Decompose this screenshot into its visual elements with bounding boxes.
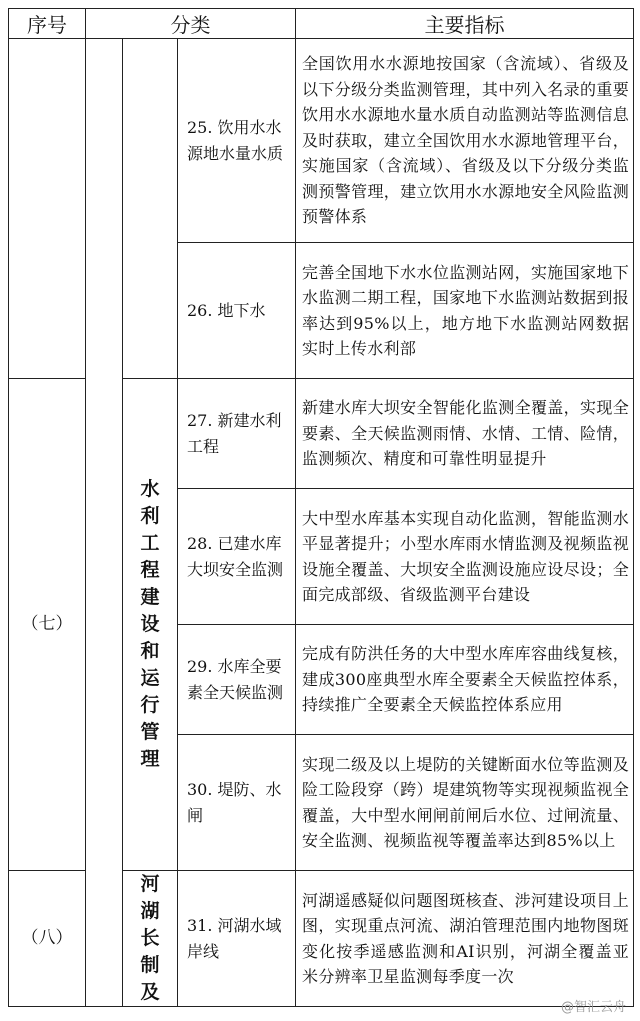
group-seq xyxy=(9,39,86,379)
item-name: 28. 已建水库大坝安全监测 xyxy=(178,489,296,625)
item-name: 30. 堤防、水闸 xyxy=(178,735,296,871)
header-indicator: 主要指标 xyxy=(296,9,634,39)
outer-category-cell xyxy=(86,39,123,1007)
table-row xyxy=(9,39,634,243)
group-seq: （八） xyxy=(9,871,86,1007)
item-name: 26. 地下水 xyxy=(178,243,296,379)
indicator-text: 新建水库大坝安全智能化监测全覆盖，实现全要素、全天候监测雨情、水情、工情、险情，监测频次、精度和可靠性明显提升 xyxy=(296,379,634,489)
indicator-text: 大中型水库基本实现自动化监测，智能监测水平显著提升；小型水库雨水情监测及视频监视设施全覆盖、大坝安全监测设施应设尽设；全面完成部级、省级监测平台建设 xyxy=(296,489,634,625)
header-category: 分类 xyxy=(86,9,296,39)
group-seq: （七） xyxy=(9,379,86,871)
header-seq: 序号 xyxy=(9,9,86,39)
indicator-table xyxy=(8,8,634,1007)
item-name: 31. 河湖水域岸线 xyxy=(178,871,296,1007)
indicator-text: 完善全国地下水水位监测站网，实施国家地下水监测二期工程，国家地下水监测站数据到报率达到95%以上，地方地下水监测站网数据实时上传水利部 xyxy=(296,243,634,379)
watermark: @智汇云舟 xyxy=(560,1000,626,1015)
group-name: 河 湖 长 制 及 xyxy=(123,871,178,1007)
item-name: 27. 新建水利工程 xyxy=(178,379,296,489)
item-name: 29. 水库全要素全天候监测 xyxy=(178,625,296,735)
group-name: 水 利 工 程 建 设 和 运 行 管 理 xyxy=(123,379,178,871)
item-name: 25. 饮用水水源地水量水质 xyxy=(178,39,296,243)
indicator-text: 全国饮用水水源地按国家（含流域）、省级及以下分级分类监测管理，其中列入名录的重要饮用水水源地水量水质自动监测站等监测信息及时获取，建立全国饮用水水源地管理平台，实施国家（含流域）、省级及以下分级分类监测预警管理，建立饮用水水源地安全风险监测预警体系 xyxy=(296,39,634,243)
indicator-text: 实现二级及以上堤防的关键断面水位等监测及险工险段穿（跨）堤建筑物等实现视频监视全覆盖，大中型水闸闸前闸后水位、过闸流量、安全监测、视频监视等覆盖率达到85%以上 xyxy=(296,735,634,871)
indicator-text: 河湖遥感疑似问题图斑核查、涉河建设项目上图，实现重点河流、湖泊管理范围内地物图斑变化按季遥感监测和AI识别，河湖全覆盖亚米分辨率卫星监测每季度一次 xyxy=(296,871,634,1007)
table-header-row xyxy=(9,9,634,39)
group-name xyxy=(123,39,178,379)
indicator-text: 完成有防洪任务的大中型水库库容曲线复核，建成300座典型水库全要素全天候监控体系，持续推广全要素全天候监控体系应用 xyxy=(296,625,634,735)
